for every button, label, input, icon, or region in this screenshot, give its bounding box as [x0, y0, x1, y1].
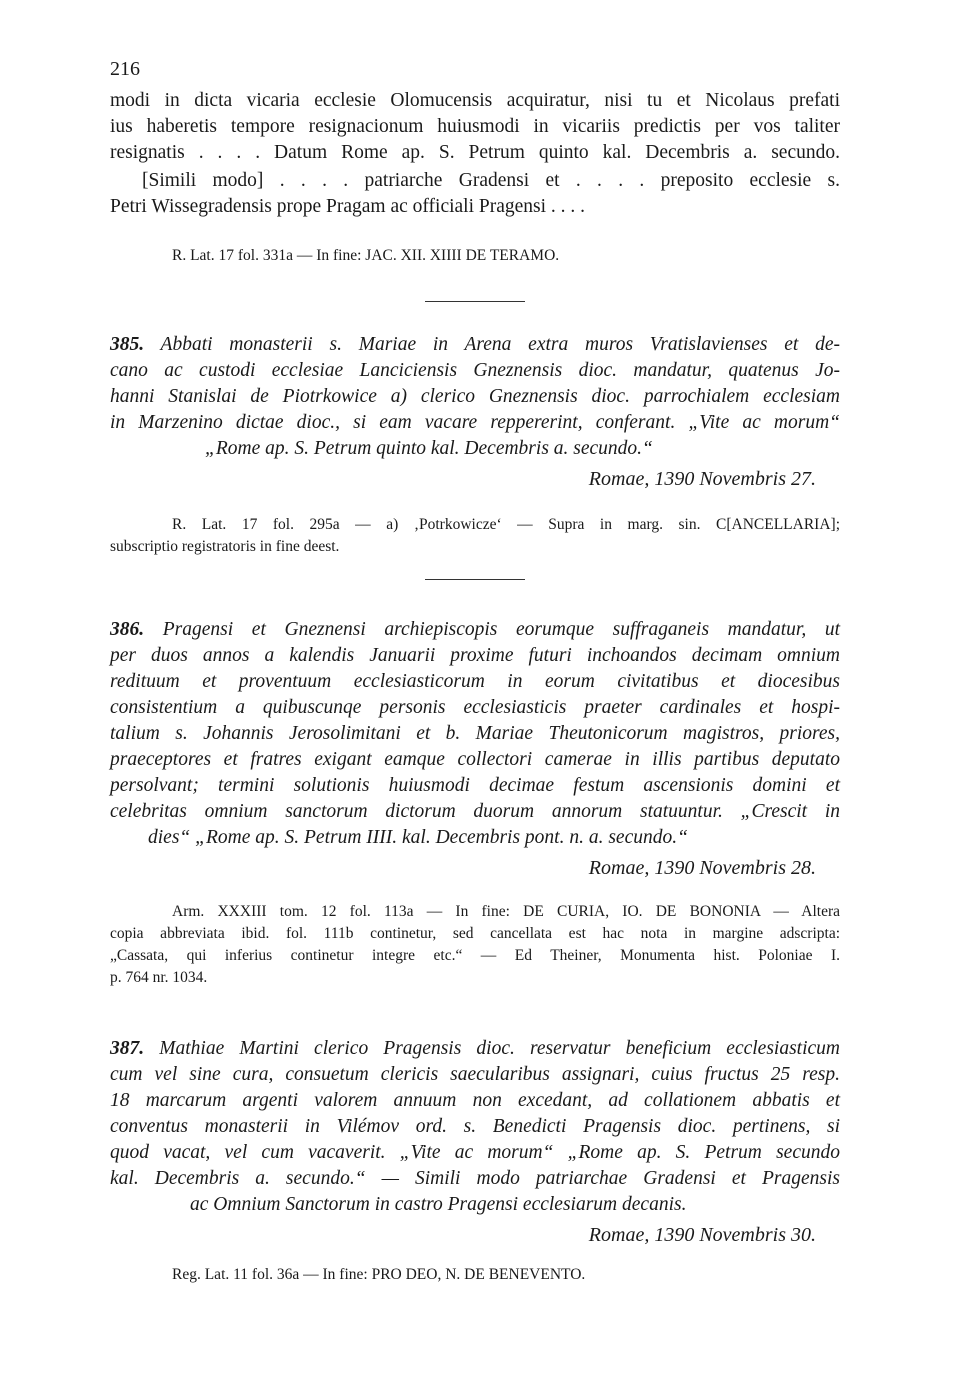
entry-line: conventus monasterii in Vilémov ord. s. Benedicti Pragensis dioc. pertinens, si: [110, 1116, 840, 1137]
entry-line: dies“ „Rome ap. S. Petrum IIII. kal. Decembris pont. n. a. secundo.“: [148, 827, 688, 848]
entry-date: Romae, 1390 Novembris 30.: [588, 1224, 816, 1246]
entry-number: 385.: [110, 334, 145, 355]
entry-line: praeceptores et fratres exigant eamque collectori camerae in illis partibus deputato: [110, 749, 840, 770]
entry-line: persolvant; termini solutionis huiusmodi decimae festum ascensionis domini et: [110, 775, 840, 796]
entry-date: Romae, 1390 Novembris 27.: [588, 468, 816, 490]
intro-line: [Simili modo] . . . . patriarche Gradensi et . . . . preposito ecclesie s.: [142, 170, 840, 191]
entry-line: quod vacat, vel cum vacaverit. „Vite ac morum“ „Rome ap. S. Petrum secundo: [110, 1142, 840, 1163]
entry-line: celebritas omnium sanctorum dictorum duorum annorum statuuntur. „Crescit in: [110, 801, 840, 822]
section-divider: [425, 301, 525, 302]
entry-text: Abbati monasterii s. Mariae in Arena extra muros Vratislavienses et de-: [160, 334, 840, 355]
page-number: 216: [110, 58, 140, 80]
entry-line: in Marzenino dictae dioc., si eam vacare reppererint, conferant. „Vite ac morum“: [110, 412, 840, 433]
entry-line: consistentium a quibuscunqe personis ecclesiasticis praeter cardinales et hospi-: [110, 697, 840, 718]
entry-line: [110, 333, 840, 357]
source-note: Arm. XXXIII tom. 12 fol. 113a — In fine: DE CURIA, IO. DE BONONIA — Altera: [172, 903, 840, 920]
section-divider: [425, 579, 525, 580]
entry-line: „Rome ap. S. Petrum quinto kal. Decembris a. secundo.“: [205, 438, 653, 459]
source-note: copia abbreviata ibid. fol. 111b continetur, sed cancellata est hac nota in margine adscripta:: [110, 925, 840, 942]
entry-line: cano ac custodi ecclesiae Lanciciensis Gneznensis dioc. mandatur, quatenus Jo-: [110, 360, 840, 381]
intro-line: ius haberetis tempore resignacionum huiusmodi in vicariis predictis per vos taliter: [110, 116, 840, 137]
intro-line: modi in dicta vicaria ecclesie Olomucensis acquiratur, nisi tu et Nicolaus prefati: [110, 90, 840, 111]
source-note: subscriptio registratoris in fine deest.: [110, 538, 340, 555]
entry-line: per duos annos a kalendis Januarii proxime futuri inchoandos decimam omnium: [110, 645, 840, 666]
entry-line: redituum et proventuum ecclesiasticorum in eorum civitatibus et diocesibus: [110, 671, 840, 692]
entry-line: [110, 618, 840, 642]
entry-line: cum vel sine cura, consuetum clericis saecularibus assignari, cuius fructus 25 resp.: [110, 1064, 840, 1085]
source-note: R. Lat. 17 fol. 295a — a) ‚Potrkowicze‘ — Supra in marg. sin. C[ANCELLARIA];: [172, 516, 840, 533]
entry-number: 387.: [110, 1038, 145, 1059]
entry-number: 386.: [110, 619, 145, 640]
entry-text: Mathiae Martini clerico Pragensis dioc. reservatur beneficium ecclesiasticum: [159, 1038, 840, 1059]
entry-line: ac Omnium Sanctorum in castro Pragensi ecclesiarum decanis.: [190, 1194, 687, 1215]
entry-line: [110, 1037, 840, 1061]
source-note: R. Lat. 17 fol. 331a — In fine: JAC. XII. XIIII DE TERAMO.: [172, 247, 560, 264]
entry-line: talium s. Johannis Jerosolimitani et b. Mariae Theutonicorum magistros, priores,: [110, 723, 840, 744]
intro-line: resignatis . . . . Datum Rome ap. S. Petrum quinto kal. Decembris a. secundo.: [110, 142, 840, 163]
source-note: Reg. Lat. 11 fol. 36a — In fine: PRO DEO, N. DE BENEVENTO.: [172, 1266, 586, 1283]
source-note: p. 764 nr. 1034.: [110, 969, 208, 986]
entry-line: hanni Stanislai de Piotrkowice a) clerico Gneznensis dioc. parrochialem ecclesiam: [110, 386, 840, 407]
entry-date: Romae, 1390 Novembris 28.: [588, 857, 816, 879]
intro-line: Petri Wissegradensis prope Pragam ac officiali Pragensi . . . .: [110, 196, 586, 217]
entry-line: 18 marcarum argenti valorem annuum non excedant, ad collationem abbatis et: [110, 1090, 840, 1111]
entry-text: Pragensi et Gneznensi archiepiscopis eorumque suffraganeis mandatur, ut: [162, 619, 841, 640]
source-note: „Cassata, qui inferius continetur integre etc.“ — Ed Theiner, Monumenta hist. Poloniae I.: [110, 947, 840, 964]
entry-line: kal. Decembris a. secundo.“ — Simili modo patriarchae Gradensi et Pragensis: [110, 1168, 840, 1189]
